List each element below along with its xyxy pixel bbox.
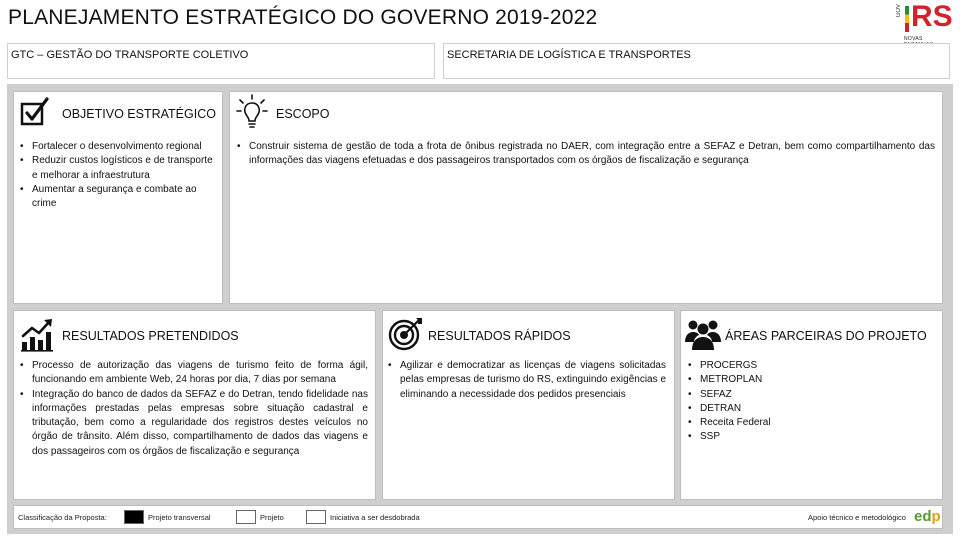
logo-subtitle: NOVAS <box>904 36 923 42</box>
areas-parceiras-list <box>688 359 933 445</box>
list-item: • Processo de autorização das viagens de turismo feito de forma ágil, funcionando em ambiente Web, 24 horas por dia, 7 dias por semana <box>20 359 368 388</box>
logo-flag-bar <box>905 6 909 32</box>
legend-swatch-projeto <box>236 510 256 524</box>
list-item: • Receita Federal <box>688 416 933 430</box>
escopo-panel <box>229 91 943 304</box>
legend-label-iniciativa: Iniciativa a ser desdobrada <box>330 513 420 522</box>
logo-rs-text: RS <box>911 0 953 33</box>
resultados-pretendidos-list <box>20 359 368 459</box>
target-icon <box>388 316 424 352</box>
legend-swatch-transversal <box>124 510 144 524</box>
classification-label: Classificação da Proposta: <box>18 513 107 522</box>
areas-parceiras-title: ÁREAS PARCEIRAS DO PROJETO <box>725 329 927 343</box>
edp-logo <box>914 508 941 525</box>
escopo-title: ESCOPO <box>276 107 330 121</box>
legend-label-transversal: Projeto transversal <box>148 513 211 522</box>
secretariat-box: SECRETARIA DE LOGÍSTICA E TRANSPORTES <box>443 43 950 79</box>
page-title: PLANEJAMENTO ESTRATÉGICO DO GOVERNO 2019-2022 <box>8 6 598 29</box>
list-item: • Aumentar a segurança e combate ao crime <box>20 183 216 212</box>
list-item: • SEFAZ <box>688 388 933 402</box>
resultados-pretendidos-title: RESULTADOS PRETENDIDOS <box>62 329 239 343</box>
list-item: • Reduzir custos logísticos e de transporte e melhorar a infraestrutura <box>20 154 216 183</box>
support-label: Apoio técnico e metodológico <box>808 513 906 522</box>
list-item: • Agilizar e democratizar as licenças de viagens solicitadas pelas empresas de turismo do RS, extinguindo exigências e eliminando a necessidade dos pedidos presenciais <box>388 359 666 402</box>
growth-chart-icon <box>20 316 56 352</box>
list-item: • Construir sistema de gestão de toda a frota de ônibus registrada no DAER, com integração entre a SEFAZ e Detran, bem como compartilhamento das informações das viagens efetuadas e dos passageiros transportados com os órgãos de fiscalização e segurança <box>237 140 935 169</box>
list-item: • PROCERGS <box>688 359 933 373</box>
program-box: GTC – GESTÃO DO TRANSPORTE COLETIVO <box>7 43 435 79</box>
list-item: • Integração do banco de dados da SEFAZ e do Detran, tendo fidelidade nas informações prestadas pelas empresas sobre situação cadastral e tributação, bem como a regularidade dos registros destes veículos no órgão de trânsito. Além disso, compartilhamento de dados das viagens e dos passageiros com os órgãos de fiscalização e segurança <box>20 388 368 459</box>
escopo-list <box>237 140 935 169</box>
edp-logo-a: ed <box>914 508 932 525</box>
list-item: • METROPLAN <box>688 373 933 387</box>
resultados-rapidos-list <box>388 359 666 402</box>
legend-label-projeto: Projeto <box>260 513 284 522</box>
edp-logo-b: p <box>931 508 941 525</box>
objetivo-title: OBJETIVO ESTRATÉGICO <box>62 107 216 121</box>
list-item: • DETRAN <box>688 402 933 416</box>
resultados-rapidos-title: RESULTADOS RÁPIDOS <box>428 329 571 343</box>
checkbox-icon <box>20 96 50 128</box>
lightbulb-icon <box>236 94 268 132</box>
people-group-icon <box>684 316 722 352</box>
list-item: • Fortalecer o desenvolvimento regional <box>20 140 216 154</box>
objetivo-list <box>20 140 216 211</box>
logo-gov-text: GOV <box>896 4 902 18</box>
list-item: • SSP <box>688 430 933 444</box>
legend-swatch-iniciativa <box>306 510 326 524</box>
rs-government-logo <box>892 2 952 46</box>
